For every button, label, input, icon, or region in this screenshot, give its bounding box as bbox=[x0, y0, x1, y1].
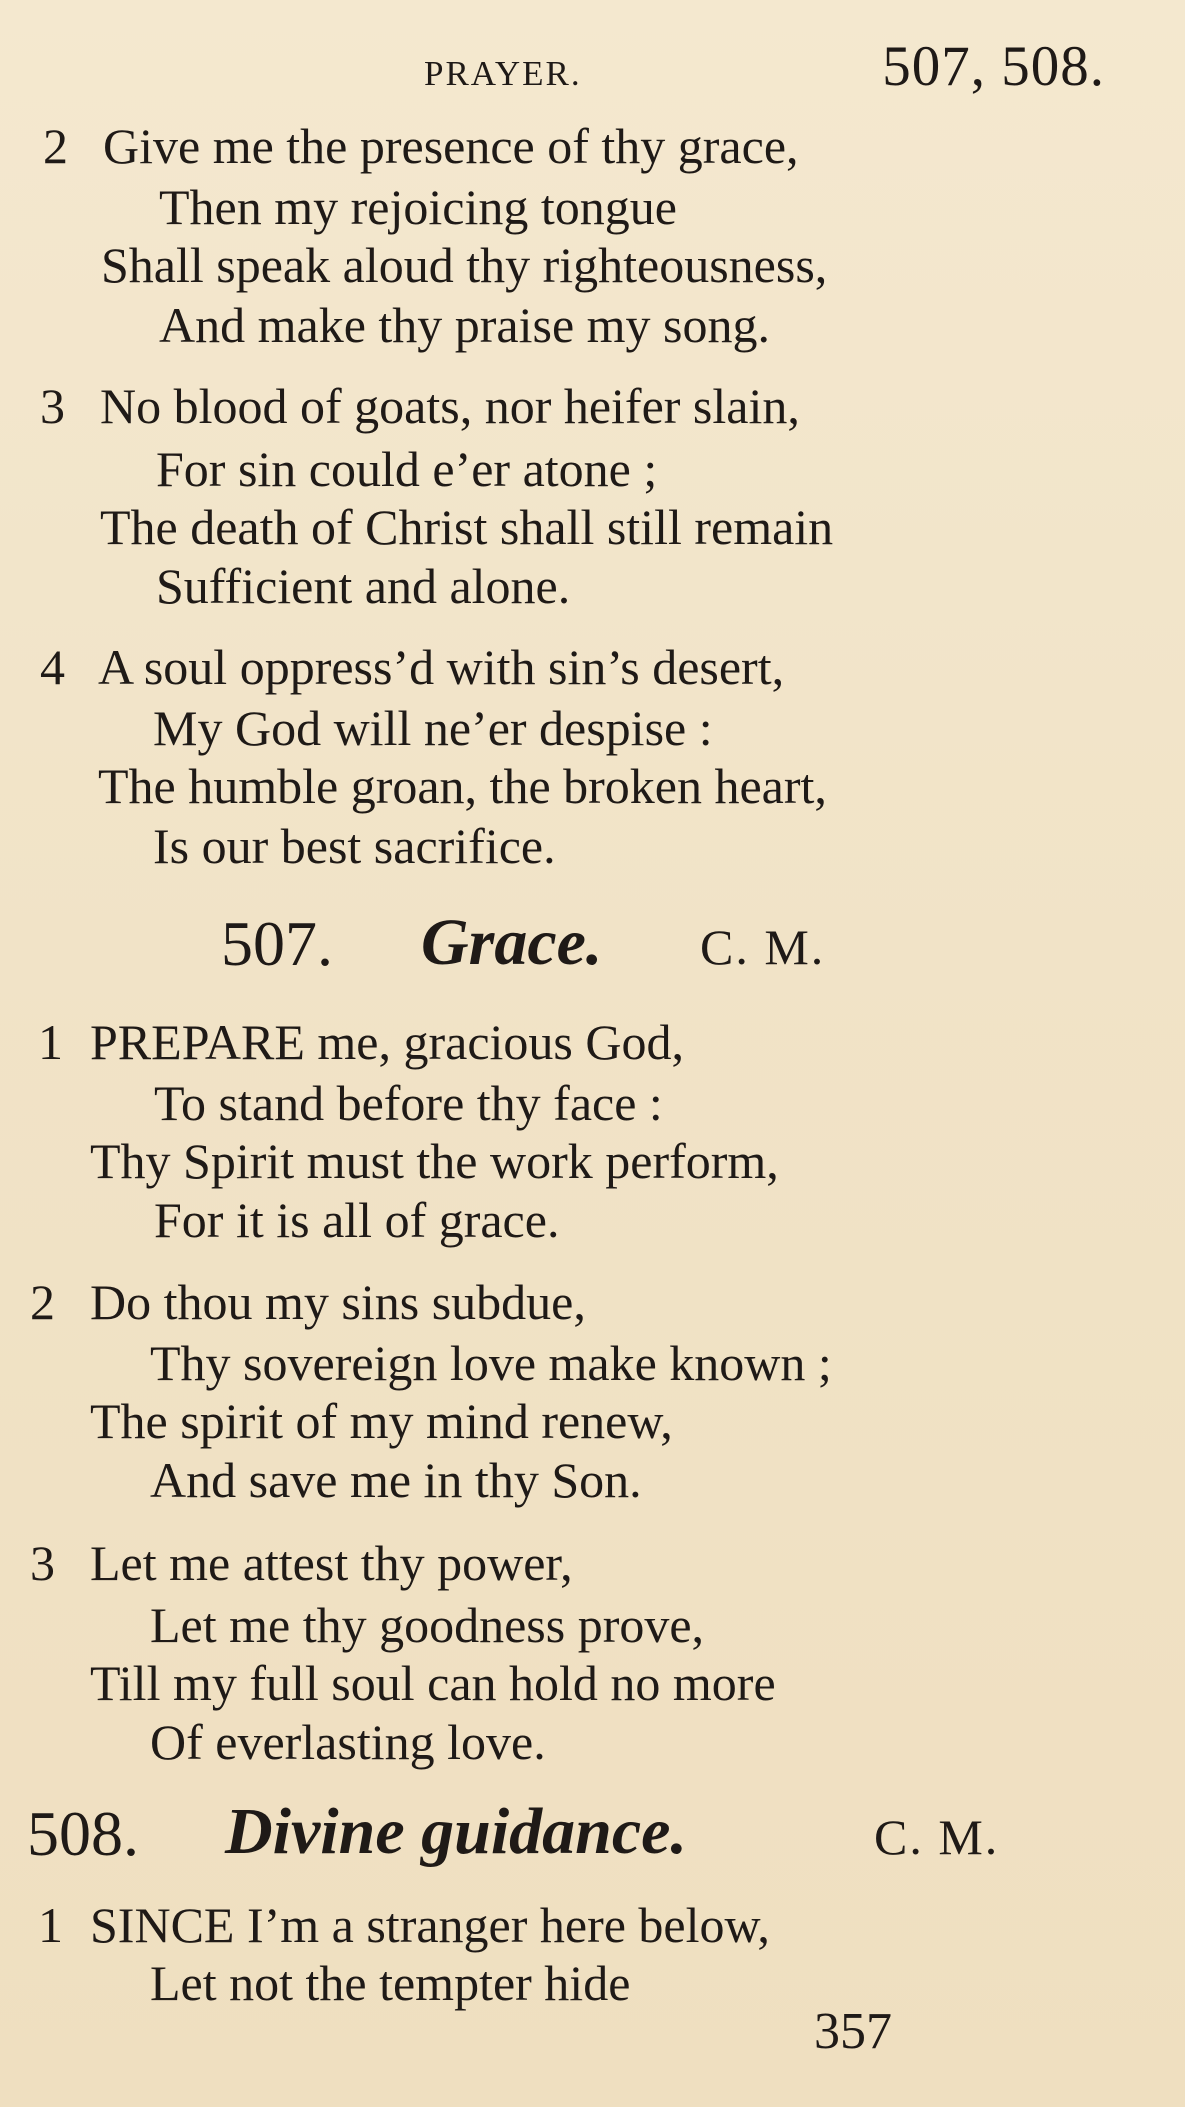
hymn-line: Let me thy goodness prove, bbox=[150, 1597, 705, 1653]
page-hymn-range: 507, 508. bbox=[882, 35, 1105, 98]
hymn-line: A soul oppress’d with sin’s desert, bbox=[98, 639, 785, 695]
hymn-line: Give me the presence of thy grace, bbox=[103, 118, 799, 174]
hymn-line: The spirit of my mind renew, bbox=[90, 1393, 673, 1449]
hymn-line: Shall speak aloud thy righteousness, bbox=[101, 237, 828, 293]
page-number: 357 bbox=[814, 2003, 892, 2060]
hymn-number: 508. bbox=[27, 1798, 139, 1869]
stanza-number: 3 bbox=[40, 378, 65, 434]
hymn-line: Then my rejoicing tongue bbox=[159, 179, 677, 235]
hymn-line: And make thy praise my song. bbox=[159, 297, 771, 353]
stanza-number: 4 bbox=[40, 639, 65, 695]
hymn-title: Grace. bbox=[421, 906, 603, 979]
hymn-line: For it is all of grace. bbox=[154, 1192, 560, 1248]
hymn-meter: C. M. bbox=[874, 1809, 1000, 1865]
hymn-line: And save me in thy Son. bbox=[150, 1452, 642, 1508]
hymn-line: Let not the tempter hide bbox=[150, 1955, 631, 2011]
hymn-line: The humble groan, the broken heart, bbox=[98, 758, 827, 814]
hymn-title: Divine guidance. bbox=[225, 1795, 687, 1868]
hymn-line: Of everlasting love. bbox=[150, 1714, 546, 1770]
hymn-number: 507. bbox=[221, 908, 333, 979]
hymn-line: Till my full soul can hold no more bbox=[90, 1655, 776, 1711]
hymn-line: Is our best sacrifice. bbox=[153, 818, 556, 874]
hymn-line: For sin could e’er atone ; bbox=[156, 441, 658, 497]
hymn-line: No blood of goats, nor heifer slain, bbox=[100, 378, 800, 434]
hymn-line: Thy sovereign love make known ; bbox=[150, 1335, 832, 1391]
hymn-line: Do thou my sins subdue, bbox=[90, 1274, 586, 1330]
stanza-number: 2 bbox=[30, 1274, 55, 1330]
stanza-number: 3 bbox=[30, 1535, 55, 1591]
running-head: PRAYER. bbox=[424, 54, 582, 93]
hymn-line: My God will ne’er despise : bbox=[153, 700, 713, 756]
hymn-line: Sufficient and alone. bbox=[156, 558, 571, 614]
stanza-number: 2 bbox=[43, 118, 68, 174]
stanza-number: 1 bbox=[38, 1897, 63, 1953]
hymn-line: SINCE I’m a stranger here below, bbox=[90, 1897, 770, 1953]
hymn-meter: C. M. bbox=[700, 919, 826, 975]
hymn-line: To stand before thy face : bbox=[154, 1075, 663, 1131]
hymn-line: PREPARE me, gracious God, bbox=[90, 1014, 684, 1070]
hymn-line: Let me attest thy power, bbox=[90, 1535, 573, 1591]
hymn-line: The death of Christ shall still remain bbox=[100, 499, 834, 555]
stanza-number: 1 bbox=[38, 1014, 63, 1070]
hymn-line: Thy Spirit must the work perform, bbox=[90, 1133, 779, 1189]
